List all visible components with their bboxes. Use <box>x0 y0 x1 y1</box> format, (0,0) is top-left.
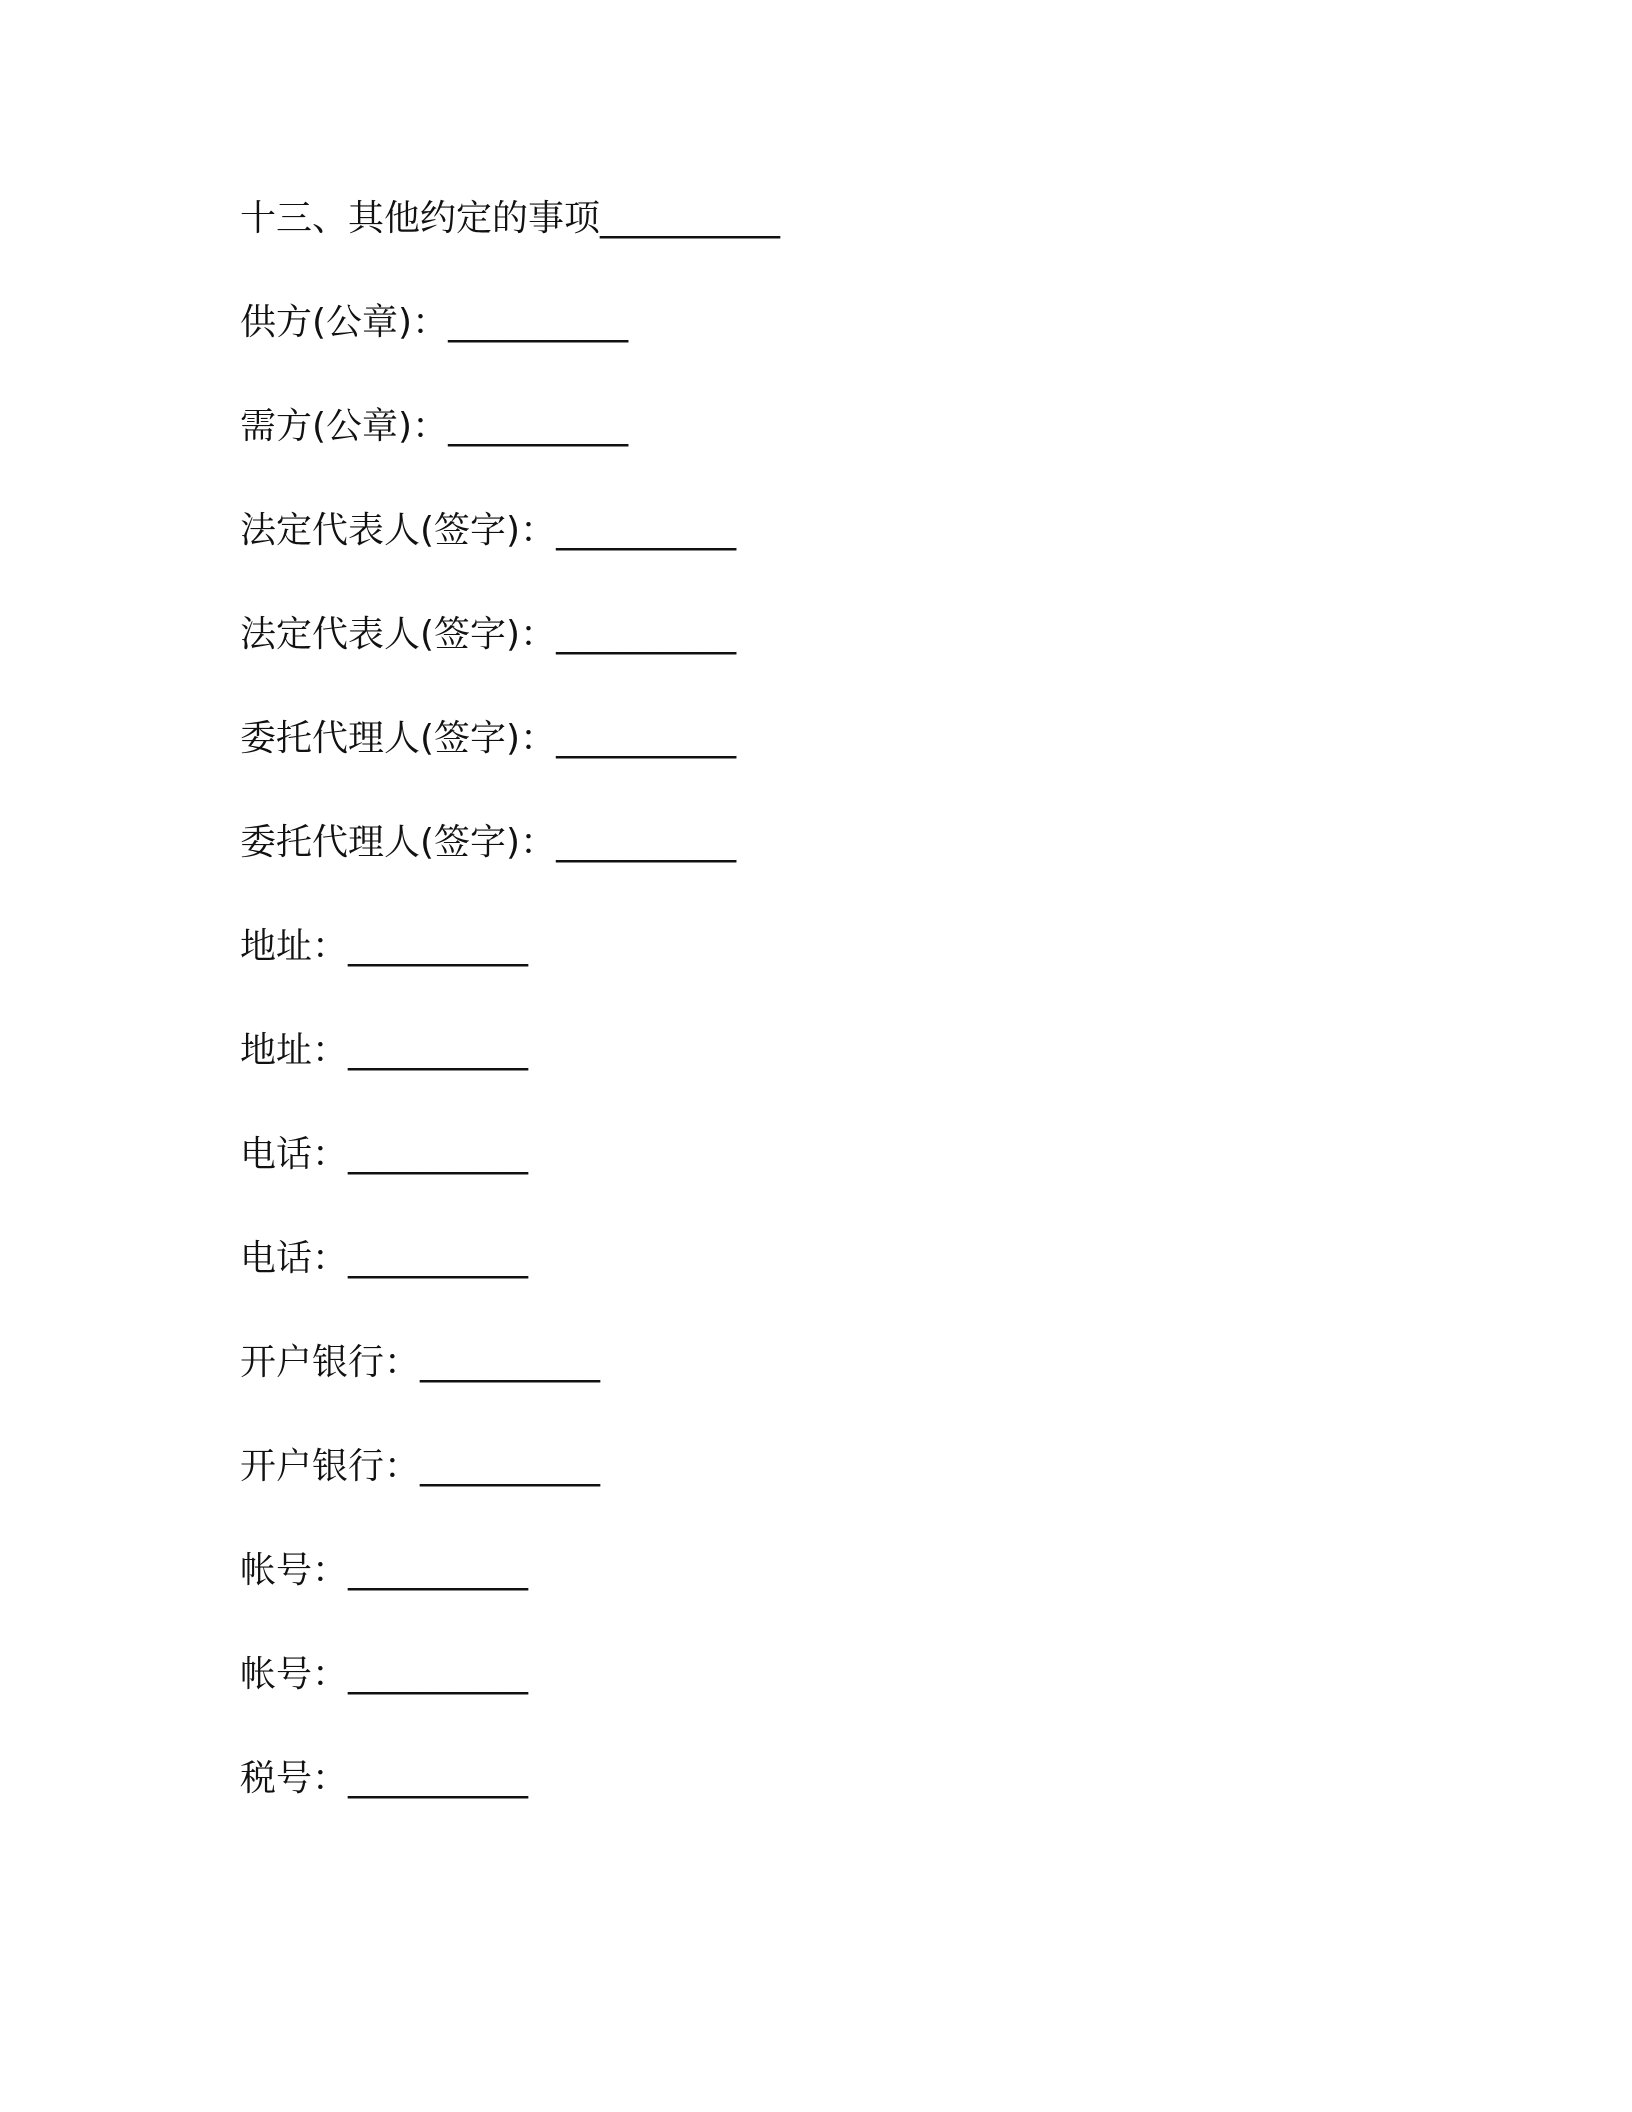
legal-representative-line-2 <box>240 603 1440 707</box>
fill-blank: __________ <box>348 1758 529 1799</box>
fill-blank: __________ <box>448 302 629 343</box>
phone-line-1 <box>240 1123 1440 1227</box>
line-label: 税号： <box>240 1758 349 1799</box>
fill-blank: __________ <box>600 198 781 239</box>
clause-13-other-matters <box>240 187 1440 291</box>
line-label: 帐号： <box>240 1550 349 1591</box>
fill-blank: __________ <box>420 1446 601 1487</box>
address-line-2 <box>240 1019 1440 1123</box>
line-label: 开户银行： <box>240 1446 421 1487</box>
line-label: 帐号： <box>240 1654 349 1695</box>
fill-blank: __________ <box>556 510 737 551</box>
fill-blank: __________ <box>348 1550 529 1591</box>
fill-blank: __________ <box>448 406 629 447</box>
bank-line-2 <box>240 1435 1440 1539</box>
account-number-line-2 <box>240 1643 1440 1747</box>
line-label: 供方(公章)： <box>240 302 449 343</box>
phone-line-2 <box>240 1227 1440 1331</box>
buyer-seal-line <box>240 395 1440 499</box>
supplier-seal-line <box>240 291 1440 395</box>
address-line-1 <box>240 915 1440 1019</box>
line-label: 需方(公章)： <box>240 406 449 447</box>
fill-blank: __________ <box>348 1654 529 1695</box>
bank-line-1 <box>240 1331 1440 1435</box>
authorized-agent-line-2 <box>240 811 1440 915</box>
tax-number-line <box>240 1747 1440 1851</box>
fill-blank: __________ <box>348 1238 529 1279</box>
line-label: 委托代理人(签字)： <box>240 718 557 759</box>
signature-block <box>240 187 1440 1851</box>
fill-blank: __________ <box>556 614 737 655</box>
legal-representative-line-1 <box>240 499 1440 603</box>
fill-blank: __________ <box>348 926 529 967</box>
fill-blank: __________ <box>420 1342 601 1383</box>
account-number-line-1 <box>240 1539 1440 1643</box>
line-label: 十三、其他约定的事项 <box>240 198 601 239</box>
line-label: 法定代表人(签字)： <box>240 614 557 655</box>
fill-blank: __________ <box>348 1030 529 1071</box>
line-label: 电话： <box>240 1238 349 1279</box>
fill-blank: __________ <box>556 718 737 759</box>
authorized-agent-line-1 <box>240 707 1440 811</box>
fill-blank: __________ <box>556 822 737 863</box>
fill-blank: __________ <box>348 1134 529 1175</box>
line-label: 法定代表人(签字)： <box>240 510 557 551</box>
line-label: 开户银行： <box>240 1342 421 1383</box>
line-label: 电话： <box>240 1134 349 1175</box>
line-label: 委托代理人(签字)： <box>240 822 557 863</box>
line-label: 地址： <box>240 1030 349 1071</box>
line-label: 地址： <box>240 926 349 967</box>
